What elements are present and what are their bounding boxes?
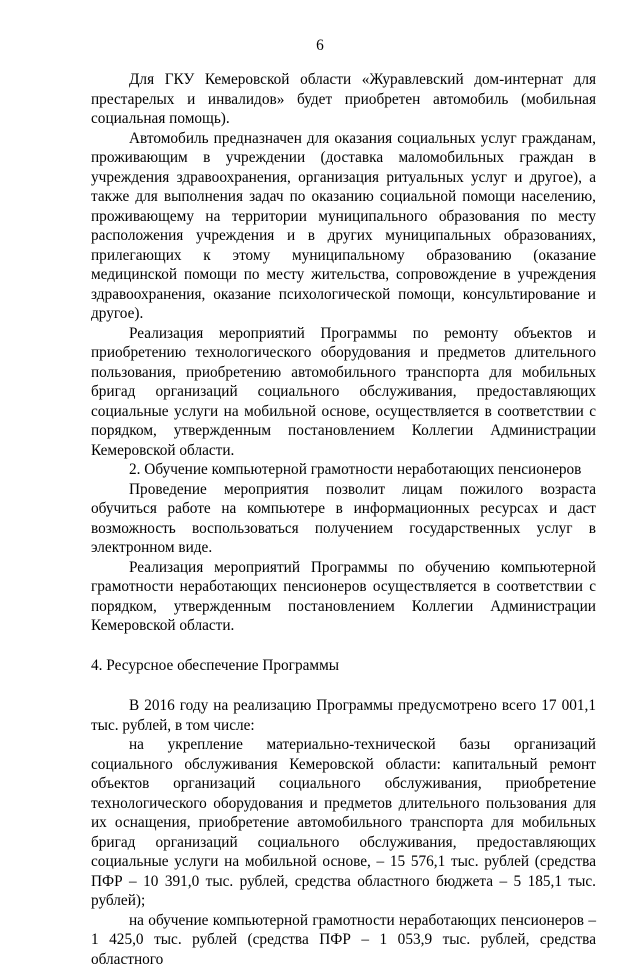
paragraph-repair-procedure: Реализация мероприятий Программы по ремонту объектов и приобретению технологического оборудования и предметов длительного пользования, приобретению автомобильного транспорта для мобильных бригад организаций социального обслуживания, предоставляющих социальные услуги на мобильной основе, осуществляется в соответствии с порядком, утвержденным постановлением Коллегии Администрации Кемеровской области. <box>91 324 596 461</box>
paragraph-total-funding: В 2016 году на реализацию Программы предусмотрено всего 17 001,1 тыс. рублей, в том числе: <box>91 696 596 735</box>
paragraph-car-purpose: Автомобиль предназначен для оказания социальных услуг гражданам, проживающим в учреждении (доставка маломобильных граждан в учреждения здравоохранения, организация ритуальных услуг и другое), а также для выполнения задач по оказанию социальной помощи населению, проживающему на территории муниципального образования по месту расположения учреждения и в других муниципальных образованиях, прилегающих к этому муниципальному образованию (оказание медицинской помощи по месту жительства, сопровождение в учреждения здравоохранения, оказание психологической помощи, консультирование и другое). <box>91 129 596 324</box>
page-number: 6 <box>0 36 640 56</box>
paragraph-material-base-funding: на укрепление материально-технической базы организаций социального обслуживания Кемеровской области: капитальный ремонт объектов организаций социального обслуживания, приобретение технологического оборудования и предметов длительного пользования для их оснащения, приобретение автомобильного транспорта для мобильных бригад организаций социального обслуживания, предоставляющих социальные услуги на мобильной основе, – 15 576,1 тыс. рублей (средства ПФР – 10 391,0 тыс. рублей, средства областного бюджета – 5 185,1 тыс. рублей); <box>91 735 596 911</box>
paragraph-computer-literacy-goal: Проведение мероприятия позволит лицам пожилого возраста обучиться работе на компьютере в информационных ресурсах и даст возможность воспользоваться получением государственных услуг в электронном виде. <box>91 480 596 558</box>
subheading-computer-literacy: 2. Обучение компьютерной грамотности неработающих пенсионеров <box>91 460 596 480</box>
paragraph-computer-literacy-procedure: Реализация мероприятий Программы по обучению компьютерной грамотности неработающих пенсионеров осуществляется в соответствии с порядком, утвержденным постановлением Коллегии Администрации Кемеровской области. <box>91 558 596 636</box>
document-body <box>91 70 596 969</box>
section-title-resources: 4. Ресурсное обеспечение Программы <box>91 656 596 676</box>
paragraph-computer-literacy-funding: на обучение компьютерной грамотности неработающих пенсионеров – 1 425,0 тыс. рублей (средства ПФР – 1 053,9 тыс. рублей, средства областного <box>91 911 596 969</box>
paragraph-zhuravlevsky-car: Для ГКУ Кемеровской области «Журавлевский дом-интернат для престарелых и инвалидов» будет приобретен автомобиль (мобильная социальная помощь). <box>91 70 596 129</box>
